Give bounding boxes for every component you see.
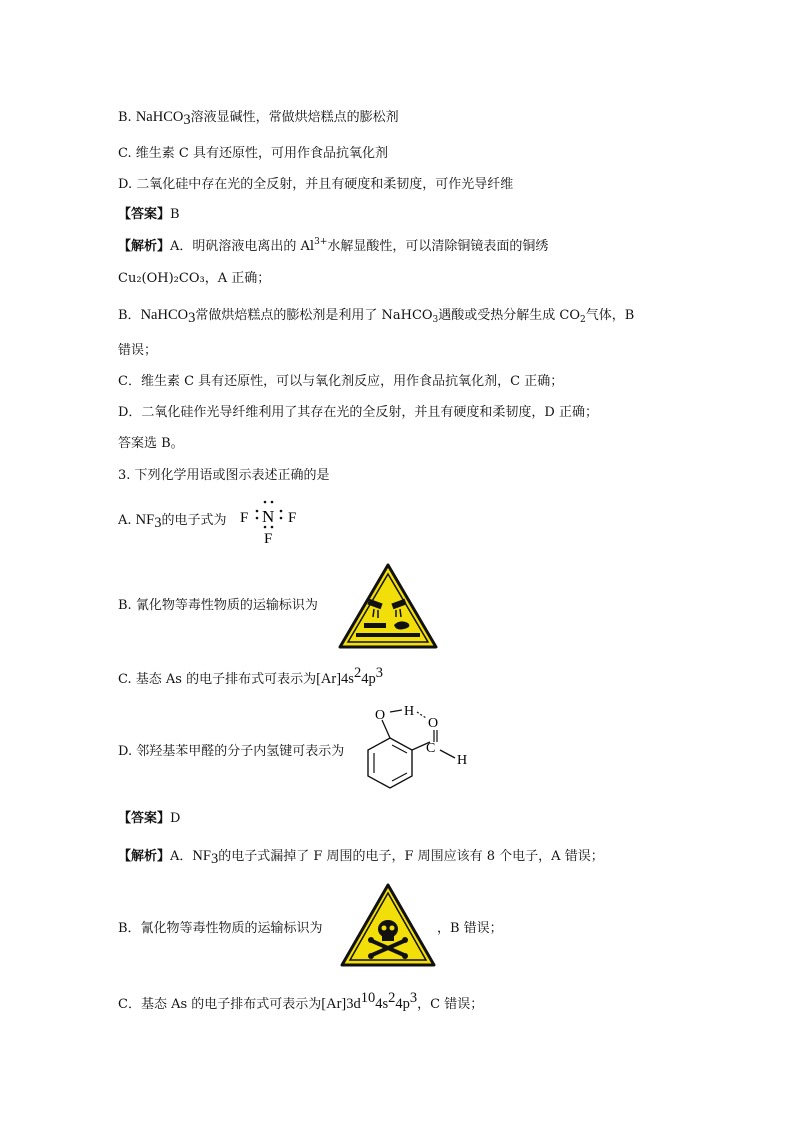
electron-dot	[256, 517, 259, 520]
explanation-2-a: 【解析】A．$NF_3$的电子式漏掉了 F 周围的电子，F 周围应该有 8 个电子，A 错误；	[118, 848, 604, 867]
aldehyde-h: H	[457, 753, 468, 768]
o-hydroxybenzaldehyde-structure	[360, 700, 480, 805]
explanation-1-c: C．维生素 C 具有还原性，可以与氧化剂反应，用作食品抗氧化剂，C 正确；	[118, 374, 564, 389]
explanation-2-b: B．氰化物等毒性物质的运输标识为	[118, 921, 323, 936]
question-3: 3. 下列化学用语或图示表述正确的是	[118, 468, 330, 483]
nf3-lewis-structure	[238, 495, 308, 547]
aldehyde-c: C	[426, 741, 436, 756]
q3-option-b: B. 氰化物等毒性物质的运输标识为	[118, 598, 318, 613]
explanation-1-b-cont: 错误；	[118, 343, 158, 358]
aldehyde-o-carbonyl: O	[428, 716, 439, 731]
explanation-1-a-cont: Cu₂(OH)₂CO₃，A 正确；	[118, 271, 271, 286]
lewis-f-left: F	[240, 510, 249, 526]
explanation-2-b-tail: ，B 错误；	[437, 921, 503, 936]
electron-dot	[280, 517, 283, 520]
explanation-2-c: C．基态 As 的电子排布式可表示为$[Ar]3d^{10}4s^24p^3$，C 错误；	[118, 990, 484, 1012]
lewis-n-center: N	[262, 507, 275, 526]
explanation-1-final: 答案选 B。	[118, 436, 184, 451]
answer-1: 【答案】B	[118, 207, 180, 222]
explanation-1-d: D．二氧化硅作光导纤维利用了其存在光的全反射，并且有硬度和柔韧度，D 正确；	[118, 405, 598, 420]
corrosive-warning-icon	[338, 563, 438, 649]
q3-option-d: D. 邻羟基苯甲醛的分子内氢键可表示为	[118, 744, 345, 759]
electron-dot	[280, 510, 283, 513]
explanation-1-a: 【解析】A．明矾溶液电离出的 $Al^{3+}$水解显酸性，可以清除铜镜表面的铜绣	[118, 237, 549, 254]
q3-option-c: C. 基态 As 的电子排布式可表示为$[Ar]4s^24p^3$	[118, 665, 383, 687]
lewis-f-right: F	[288, 510, 297, 526]
aldehyde-h-hydroxyl: H	[404, 704, 415, 719]
answer-2: 【答案】D	[118, 811, 181, 826]
electron-dot	[264, 501, 267, 504]
option-c: C. 维生素 C 具有还原性，可用作食品抗氧化剂	[118, 146, 388, 161]
explanation-1-b: B．NaHCO$_3$常做烘焙糕点的膨松剂是利用了 NaHCO$_3$遇酸或受热分解生成 $CO_2$气体，B	[118, 307, 635, 326]
toxic-skull-warning-icon	[340, 883, 436, 967]
electron-dot	[271, 526, 274, 529]
electron-dot	[271, 501, 274, 504]
aldehyde-o-hydroxyl: O	[375, 708, 386, 723]
electron-dot	[264, 526, 267, 529]
option-b: B. NaHCO$_3$溶液显碱性，常做烘焙糕点的膨松剂	[118, 109, 399, 128]
q3-option-a: A. $NF_3$的电子式为	[118, 512, 227, 531]
electron-dot	[256, 510, 259, 513]
option-d: D. 二氧化硅中存在光的全反射，并且有硬度和柔韧度，可作光导纤维	[118, 177, 514, 192]
lewis-f-bottom: F	[264, 531, 273, 547]
